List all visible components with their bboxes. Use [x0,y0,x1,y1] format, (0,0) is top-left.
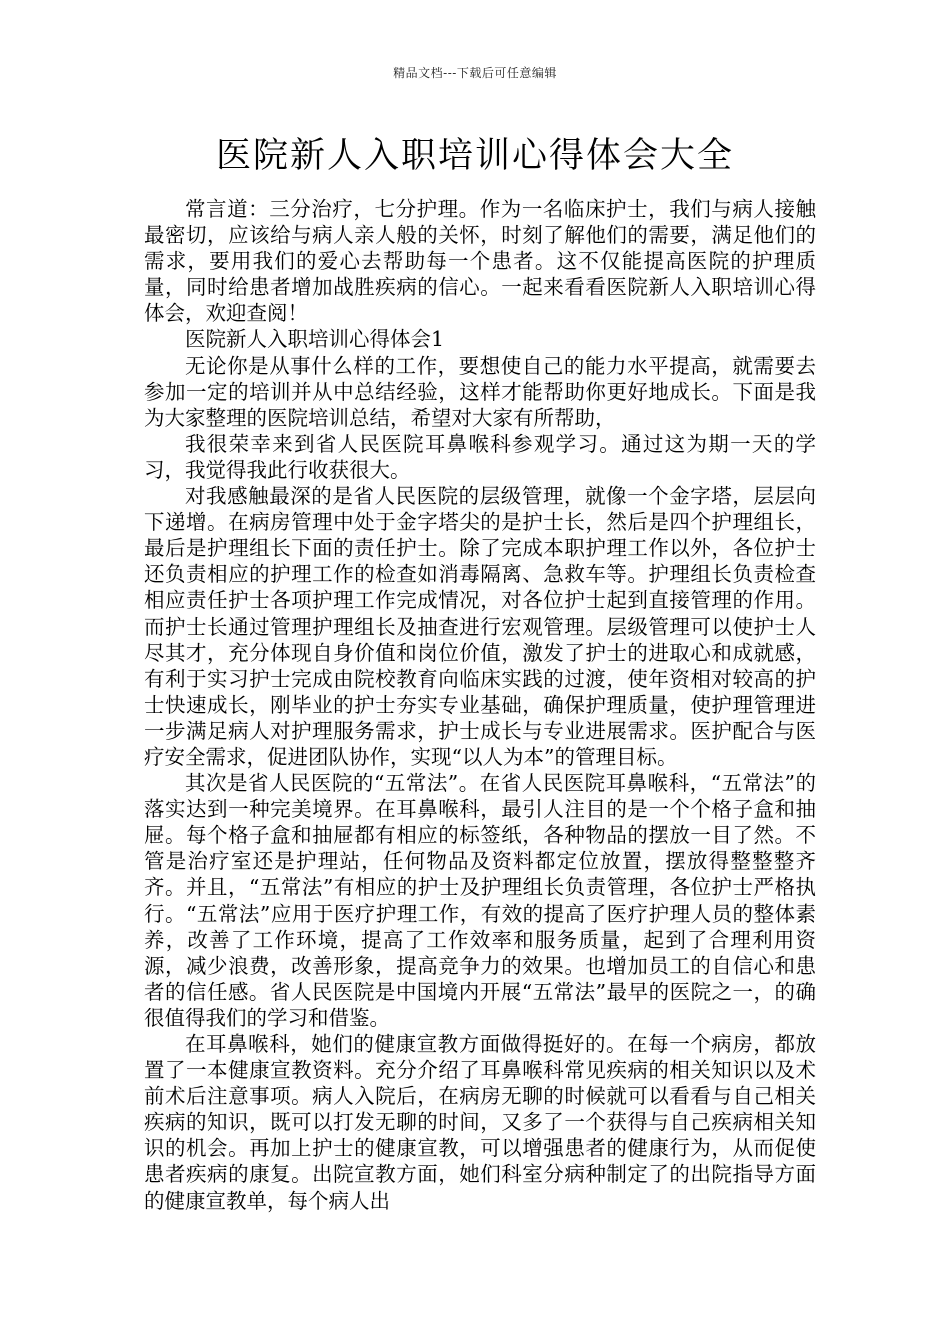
document-body [144,196,816,1214]
paragraph: 无论你是从事什么样的工作，要想使自己的能力水平提高，就需要去参加一定的培训并从中总结经验，这样才能帮助你更好地成长。下面是我为大家整理的医院培训总结，希望对大家有所帮助， [144,353,816,430]
paragraph-intro: 常言道：三分治疗，七分护理。作为一名临床护士，我们与病人接触最密切，应该给与病人亲人般的关怀，时刻了解他们的需要，满足他们的需求，要用我们的爱心去帮助每一个患者。这不仅能提高医院的护理质量，同时给患者增加战胜疾病的信心。一起来看看医院新人入职培训心得体会，欢迎查阅！ [144,197,816,326]
paragraph: 我很荣幸来到省人民医院耳鼻喉科参观学习。通过这为期一天的学习，我觉得我此行收获很大。 [144,431,816,482]
paragraph: 对我感触最深的是省人民医院的层级管理，就像一个金字塔，层层向下递增。在病房管理中处于金字塔尖的是护士长，然后是四个护理组长，最后是护理组长下面的责任护士。除了完成本职护理工作以外，各位护士还负责相应的护理工作的检查如消毒隔离、急救车等。护理组长负责检查相应责任护士各项护理工作完成情况，对各位护士起到直接管理的作用。而护士长通过管理护理组长及抽查进行宏观管理。层级管理可以使护士人尽其才，充分体现自身价值和岗位价值，激发了护士的进取心和成就感，有利于实习护士完成由院校教育向临床实践的过渡，使年资相对较高的护士快速成长，刚毕业的护士夯实专业基础，确保护理质量，使护理管理进一步满足病人对护理服务需求，护士成长与专业进展需求。医护配合与医疗安全需求，促进团队协作，实现“以人为本”的管理目标。 [144,484,816,769]
section-heading: 医院新人入职培训心得体会1 [185,327,445,352]
paragraph: 其次是省人民医院的“五常法”。在省人民医院耳鼻喉科，“五常法”的落实达到一种完美境界。在耳鼻喉科，最引人注目的是一个个格子盒和抽屉。每个格子盒和抽屉都有相应的标签纸，各种物品的摆放一目了然。不管是治疗室还是护理站，任何物品及资料都定位放置，摆放得整整整齐齐。并且，“五常法”有相应的护士及护理组长负责管理，各位护士严格执行。“五常法”应用于医疗护理工作，有效的提高了医疗护理人员的整体素养，改善了工作环境，提高了工作效率和服务质量，起到了合理利用资源，减少浪费，改善形象，提高竞争力的效果。也增加员工的自信心和患者的信任感。省人民医院是中国境内开展“五常法”最早的医院之一，的确很值得我们的学习和借鉴。 [144,771,816,1030]
page-header: 精品文档---下载后可任意编辑 [393,66,557,80]
paragraph: 在耳鼻喉科，她们的健康宣教方面做得挺好的。在每一个病房，都放置了一本健康宣教资料。充分介绍了耳鼻喉科常见疾病的相关知识以及术前术后注意事项。病人入院后，在病房无聊的时候就可以看看与自己相关疾病的知识，既可以打发无聊的时间，又多了一个获得与自己疾病相关知识的机会。再加上护士的健康宣教，可以增强患者的健康行为，从而促使患者疾病的康复。出院宣教方面，她们科室分病种制定了的出院指导方面的健康宣教单，每个病人出 [144,1032,816,1213]
document-title: 医院新人入职培训心得体会大全 [215,136,734,176]
